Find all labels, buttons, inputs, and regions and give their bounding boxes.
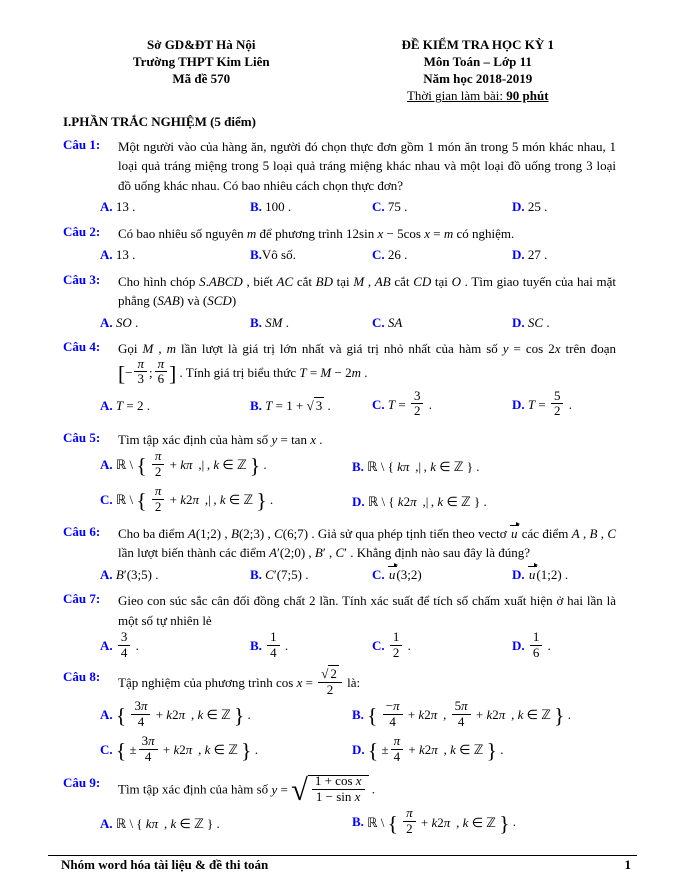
option-letter: A. [100,566,113,582]
option-b [352,457,616,477]
option-text: $\frac{1}{4}$ . [262,638,288,653]
option-a [100,698,352,731]
option-text: C′(7;5) . [265,566,309,582]
option-text: SC . [527,314,550,330]
question-3 [63,272,616,333]
question-label: Câu 7: [63,591,101,606]
option-text: 75 . [384,199,408,215]
option-letter: D. [512,566,525,582]
question-label: Câu 4: [63,339,101,355]
option-letter: B. [250,199,262,215]
option-text: T = $\frac{5}{2}$ . [527,387,572,419]
option-letter: A. [100,398,113,414]
option-text: { $\frac{-\pi}{4}$ + k2π , $\frac{5\pi}{4}$ + k2π , k ∈ ℤ } . [367,698,571,729]
option-d [512,313,616,333]
option-letter: C. [372,396,385,412]
option-b [250,565,372,585]
option-letter: B. [352,707,364,723]
option-text: 25 . [524,199,548,215]
option-text: SM . [265,314,290,330]
question-5 [63,430,616,517]
option-c [372,565,512,585]
option-letter: A. [100,247,113,263]
option-text: 27 . [524,247,548,263]
option-b [250,197,372,217]
question-text: Gieo con súc sắc cân đối đồng chất 2 lần. Tính xác suất để tích số chấm xuất hiện ở hai lần là một số tự nhiên lẻ [118,593,616,628]
exam-subject: Môn Toán – Lớp 11 [423,54,532,70]
question-label: Câu 8: [63,669,101,685]
option-b [352,805,616,838]
option-text: 13 . [112,247,136,263]
option-c [372,313,512,333]
option-text: $\frac{3}{4}$ . [113,638,139,653]
option-text: ℝ \ { kπ , k ∈ ℤ } . [115,815,220,831]
option-a [100,448,352,481]
option-a [100,396,250,416]
option-letter: B. [352,458,364,474]
options-row [100,387,616,421]
option-letter: A. [100,707,113,723]
option-letter: B. [250,566,262,582]
exam-duration: Thời gian làm bài: 90 phút [406,88,549,104]
question-text: Có bao nhiêu số nguyên m để phương trình 12sin x − 5cos x = m có nghiệm. [118,225,515,241]
option-text: SA [387,314,403,330]
option-text: Vô số. [261,247,296,263]
school-info-block [63,36,340,105]
question-text: Tìm tập xác định của hàm số y = tan x . [118,431,323,447]
question-text: Tìm tập xác định của hàm số y = √ $\frac{\text{1 + cos x}}{\text{1 − sin x}}$ . [118,773,376,808]
option-d [512,565,616,585]
option-letter: C. [372,199,385,215]
option-text: u(1;2) . [525,567,569,582]
option-a [100,629,250,662]
exam-code: Mã đề 570 [172,71,231,87]
option-c [372,245,512,265]
question-9 [63,775,616,838]
option-letter: C. [372,566,385,582]
option-b [352,698,616,731]
option-d [512,245,616,265]
school-name: Trường THPT Kim Liên [132,54,270,70]
option-letter: B. [250,398,262,414]
question-6 [63,524,616,585]
question-8 [63,666,616,766]
option-letter: B. [250,247,262,263]
option-a [100,245,250,265]
option-a [100,313,250,333]
options-row [100,629,616,662]
option-text: ℝ \ { kπ ,| , k ∈ ℤ } . [367,458,480,474]
option-letter: B. [250,314,262,330]
footer-credit: Nhóm word hóa tài liệu & đề thi toán [61,857,269,872]
option-c [372,629,512,662]
question-label: Câu 3: [63,271,101,287]
question-text: Một người vào của hàng ăn, người đó chọn thực đơn gồm 1 món ăn trong 5 món khác nhau, 1 loại quả tráng miệng trong 5 loại quả tráng miệng khác nhau và một loại đồ uống trong 3 loại đồ uống khác nhau. Có bao nhiêu cách chọn thực đơn? [118,138,616,193]
option-letter: B. [250,638,262,654]
option-text: { $\frac{3\pi}{4}$ + k2π , k ∈ ℤ } . [115,698,251,729]
option-d [352,492,616,512]
option-text: $\frac{1}{6}$ . [525,638,551,653]
option-text: T = 1 + √ 3 . [265,398,331,414]
option-letter: D. [512,638,525,654]
question-text: Cho ba điểm A(1;2) , B(2;3) , C(6;7) . Giả sử qua phép tịnh tiến theo vectơ u các điểm A , B , C lần lượt biến thành các điểm A′(2;0) , B′ , C′ . Khẳng định nào sau đây là đúng? [118,525,617,560]
option-text: ℝ \ { $\frac{\pi}{2}$ + kπ ,| , k ∈ ℤ } . [115,448,267,479]
option-c [100,483,352,516]
option-a [100,814,352,834]
question-2 [63,224,616,265]
exam-year: Năm học 2018-2019 [423,71,533,87]
option-c [372,197,512,217]
question-label: Câu 2: [63,223,101,239]
question-7 [63,591,616,662]
exam-title: ĐỀ KIỂM TRA HỌC KỲ 1 [401,37,555,52]
options-row [100,313,616,333]
option-letter: A. [100,457,113,473]
exam-info-block [340,36,617,105]
option-letter: D. [512,314,525,330]
option-b [250,396,372,416]
option-a [100,197,250,217]
option-letter: A. [100,638,113,654]
option-c [372,387,512,421]
options-row [100,245,616,265]
options-grid [100,448,616,516]
option-d [512,387,616,421]
option-b [250,629,372,662]
option-text: { ± $\frac{3\pi}{4}$ + k2π , k ∈ ℤ } . [115,733,258,764]
question-text: Cho hình chóp S.ABCD , biết AC cắt BD tại M , AB cắt CD tại O . Tìm giao tuyến của hai mặt phẳng (SAB) và (SCD) [118,273,617,309]
option-letter: A. [100,815,113,831]
options-grid [100,698,616,766]
question-text: Gọi M , m lần lượt là giá trị lớn nhất và giá trị nhỏ nhất của hàm số y = cos 2x trên đoạn [− $\frac{\pi}{3}$ ; $\frac{\pi}{6}$ ] . Tính giá trị biểu thức T = M − 2m . [118,341,616,387]
option-letter: C. [372,314,385,330]
option-letter: C. [100,742,113,758]
department-name: Sở GD&ĐT Hà Nội [147,37,256,52]
options-grid [100,805,616,838]
option-a [100,565,250,585]
option-text: ℝ \ { $\frac{\pi}{2}$ + k2π , k ∈ ℤ } . [367,805,516,837]
option-text: T = $\frac{3}{2}$ . [387,387,432,419]
option-b [250,245,372,265]
question-text: Tập nghiệm của phương trình cos x = $\frac{√ 2}{2}$ là: [118,666,361,697]
option-letter: D. [512,396,525,412]
page-footer [48,855,637,873]
option-text: { ± $\frac{\pi}{4}$ + k2π , k ∈ ℤ } . [367,733,504,764]
option-text: 100 . [261,199,292,215]
option-text: T = 2 . [115,398,150,414]
option-text: ℝ \ { $\frac{\pi}{2}$ + k2π ,| , k ∈ ℤ } . [115,483,274,514]
question-label: Câu 6: [63,523,101,539]
option-letter: B. [352,814,364,830]
option-letter: A. [100,199,113,215]
option-text: 13 . [112,199,136,215]
question-1 [63,137,616,217]
page-number: 1 [624,857,631,872]
option-d [512,629,616,662]
question-4 [63,339,616,421]
option-text: $\frac{1}{2}$ . [385,638,411,653]
question-label: Câu 9: [63,775,101,791]
page-header [63,36,616,105]
option-letter: A. [100,314,113,330]
option-d [512,197,616,217]
option-text: ℝ \ { k2π ,| , k ∈ ℤ } . [367,493,487,509]
option-letter: D. [512,247,525,263]
question-label: Câu 1: [63,136,101,152]
option-text: 26 . [384,247,408,263]
option-letter: C. [100,492,113,508]
option-b [250,313,372,333]
option-text: SO . [115,314,139,330]
option-d [352,733,616,766]
options-row [100,197,616,217]
option-letter: D. [512,199,525,215]
option-letter: D. [352,742,365,758]
option-text: B′(3;5) . [115,566,159,582]
options-row [100,565,616,585]
question-label: Câu 5: [63,429,101,445]
option-text: u(3;2) [385,567,422,582]
section-title: I.PHẦN TRẮC NGHIỆM (5 điểm) [63,113,256,129]
option-c [100,733,352,766]
option-letter: C. [372,638,385,654]
option-letter: C. [372,247,385,263]
option-letter: D. [352,493,365,509]
